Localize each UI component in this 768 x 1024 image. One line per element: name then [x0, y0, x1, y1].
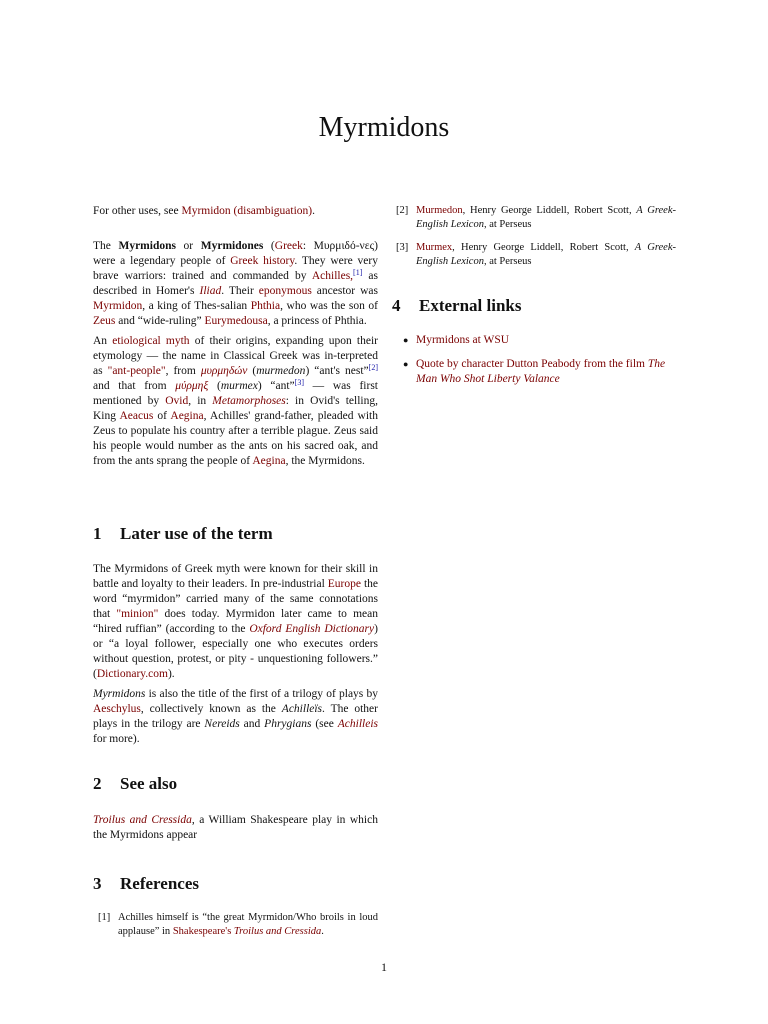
troilus-ref-link[interactable]: Troilus and Cressida	[233, 926, 322, 937]
ref-1-marker[interactable]: [1]	[353, 268, 363, 277]
minion-link[interactable]: "minion"	[116, 608, 159, 620]
etiological-myth-link[interactable]: etiological myth	[112, 335, 190, 347]
aeacus-link[interactable]: Aeacus	[119, 410, 154, 422]
aegina-link[interactable]: Aegina	[170, 410, 204, 422]
metamorphoses-link[interactable]: Metamorphoses	[212, 395, 286, 407]
greek-language-link[interactable]: Greek	[274, 240, 303, 252]
disambiguation-link[interactable]: Myrmidon (disambiguation)	[181, 205, 313, 217]
aegina-link-2[interactable]: Aegina	[252, 455, 286, 467]
oed-link[interactable]: Oxford English Dictionary	[249, 623, 375, 635]
murmex-link[interactable]: Murmex	[416, 242, 453, 253]
etymology-paragraph: An etiological myth of their origins, expanding upon their etymology — the name in Classical Greek was in-terpreted as "ant-people", from μυρμηδών (murmedon) “ant's nest”[2] and that from μύρμηξ (murmex) “ant”[3] — was first mentioned by Ovid, in Metamorphoses: in Ovid's telling, King Aeacus of Aegina, Achilles' grand-father, pleaded with Zeus to populate his country after a terrible plague. Zeus said his people would number as the ants on his sacred oak, and from the ants sprang the people of Aegina, the Myrmidons.	[93, 335, 378, 467]
phthia-link[interactable]: Phthia	[250, 300, 281, 312]
reference-1: [1] Achilles himself is “the great Myrmidon/Who broils in loud applause” in Shakespeare's Troilus and Cressida.	[98, 912, 378, 937]
myrmidon-link[interactable]: Myrmidon	[93, 300, 143, 312]
iliad-link[interactable]: Iliad	[199, 285, 222, 297]
bullet-icon: ●	[403, 335, 409, 345]
ovid-link[interactable]: Ovid	[165, 395, 189, 407]
liberty-valance-quote-link[interactable]: Quote by character Dutton Peabody from the film The Man Who Shot Liberty Valance	[416, 358, 666, 385]
eurymedousa-link[interactable]: Eurymedousa	[204, 315, 268, 327]
murmedon-link[interactable]: Murmedon	[416, 205, 463, 216]
list-item	[403, 333, 676, 348]
dictionary-com-link[interactable]: Dictionary.com	[96, 668, 168, 680]
aeschylus-link[interactable]: Aeschylus	[93, 703, 141, 715]
intro-paragraph: The Myrmidons or Myrmidones (Greek: Μυρμιδό-νες) were a legendary people of Greek history. They were very brave warriors: trained and commanded by Achilles,[1] as described in Homer's Iliad. Their eponymous ancestor was Myrmidon, a king of Thes-salian Phthia, who was the son of Zeus and “wide-ruling” Eurymedousa, a princess of Phthia. An etiological myth of their origins, expanding upon their etymology — the name in Classical Greek was in-terpreted as "ant-people", from μυρμηδών (murmedon) “ant's nest”[2] and that from μύρμηξ (murmex) “ant”[3] — was first mentioned by Ovid, in Metamorphoses: in Ovid's telling, King Aeacus of Aegina, Achilles' grand-father, pleaded with Zeus to populate his country after a terrible plague. Zeus said his people would number as the ants on his sacred oak, and from the ants sprang the people of Aegina, the Myrmidons.	[93, 240, 378, 467]
section-2-body: Troilus and Cressida, a William Shakespeare play in which the Myrmidons appear	[93, 814, 378, 841]
section-4-heading: 4 External links	[392, 296, 522, 315]
page-number: 1	[381, 960, 387, 974]
greek-history-link[interactable]: Greek history	[230, 255, 295, 267]
bullet-icon: ●	[403, 359, 409, 369]
zeus-link[interactable]: Zeus	[93, 315, 116, 327]
section-1-heading: 1 Later use of the term	[93, 524, 273, 543]
list-item	[403, 357, 676, 387]
reference-2: [2] Murmedon, Henry George Liddell, Robert Scott, A Greek-English Lexicon, at Perseus	[396, 205, 676, 230]
shakespeare-link[interactable]: Shakespeare	[172, 926, 226, 937]
achilleis-link[interactable]: Achilleis	[337, 718, 378, 730]
page-title: Myrmidons	[318, 112, 450, 143]
ant-link[interactable]: ant	[112, 365, 127, 377]
europe-link[interactable]: Europe	[327, 578, 361, 590]
section-2-heading: 2 See also	[93, 774, 178, 793]
reference-3: [3] Murmex, Henry George Liddell, Robert Scott, A Greek-English Lexicon, at Perseus	[396, 242, 676, 267]
section-3-heading: 3 References	[93, 874, 199, 893]
section-1-body: The Myrmidons of Greek myth were known for their skill in battle and loyalty to their leaders. In pre-industrial Europe the word “myrmidon” carried many of the same connotations that "minion" does today. Myrmidon later came to mean “hired ruffian” (according to the Oxford English Dictionary) or “a loyal follower, especially one who executes orders without question, protest, or pity - unquestioning followers.” (Dictionary.com). Myrmidons is also the title of the first of a trilogy of plays by Aeschylus, collectively known as the Achilleïs. The other plays in the trilogy are Nereids and Phrygians (see Achilleis for more).	[93, 563, 378, 745]
troilus-and-cressida-link[interactable]: Troilus and Cressida	[93, 814, 192, 826]
hatnote: For other uses, see Myrmidon (disambiguation).	[93, 205, 315, 217]
achilles-link[interactable]: Achilles,	[311, 270, 354, 282]
ref-3-marker[interactable]: [3]	[294, 378, 304, 387]
ref-2-marker[interactable]: [2]	[368, 363, 378, 372]
myrmidons-at-wsu-link[interactable]: Myrmidons at WSU	[416, 334, 510, 346]
eponymous-link[interactable]: eponymous	[258, 285, 312, 297]
